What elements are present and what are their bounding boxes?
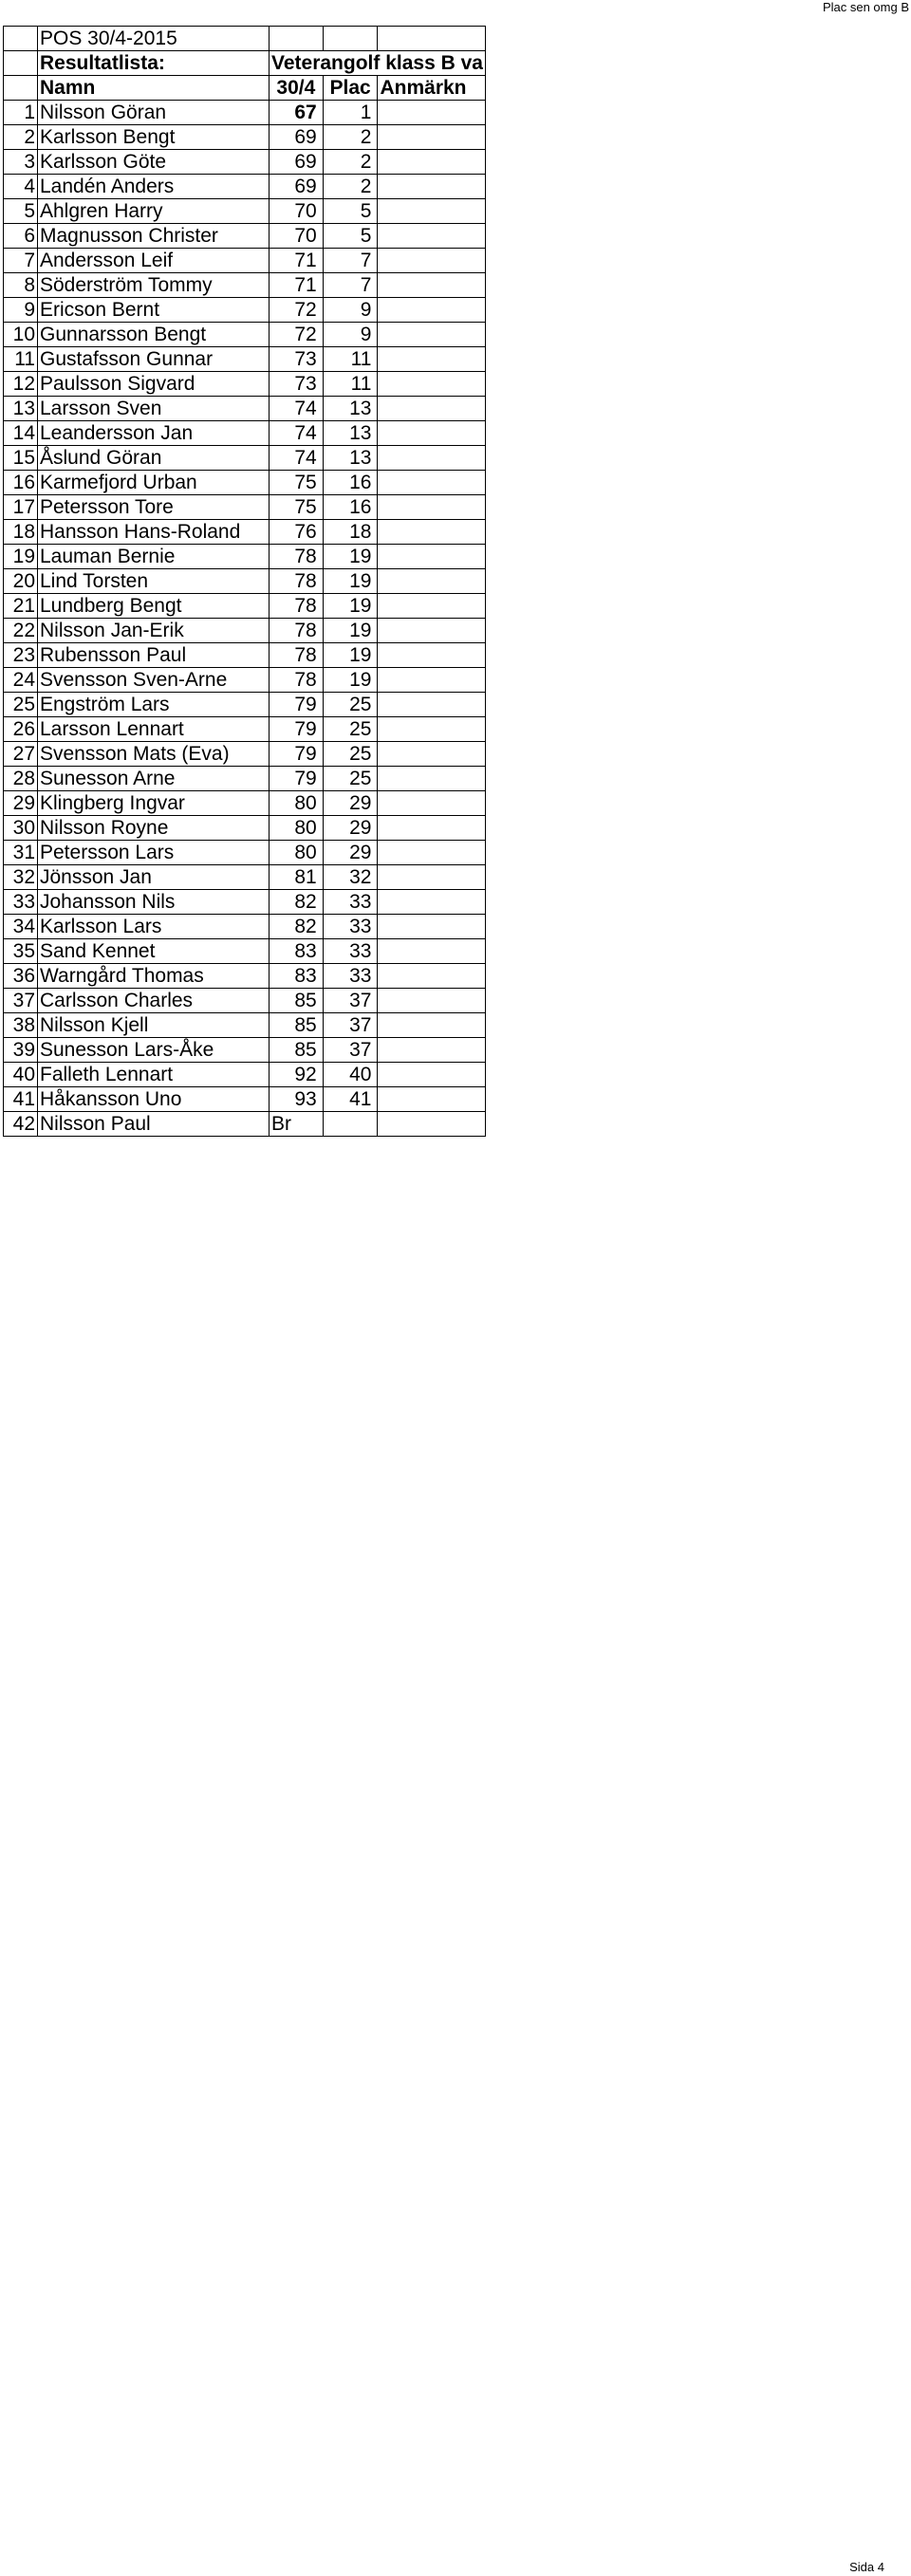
row-number: 42 bbox=[4, 1112, 38, 1137]
row-plac: 2 bbox=[323, 125, 378, 150]
row-note bbox=[378, 717, 485, 742]
row-number: 23 bbox=[4, 643, 38, 668]
row-number: 7 bbox=[4, 249, 38, 273]
player-name: Gunnarsson Bengt bbox=[38, 323, 270, 347]
player-name: Larsson Lennart bbox=[38, 717, 270, 742]
results-table bbox=[3, 26, 486, 1137]
row-plac: 33 bbox=[323, 939, 378, 964]
row-score: 85 bbox=[270, 989, 324, 1013]
title-num-cell bbox=[4, 27, 38, 51]
table-row bbox=[4, 668, 486, 693]
player-name: Nilsson Paul bbox=[38, 1112, 270, 1137]
player-name: Nilsson Kjell bbox=[38, 1013, 270, 1038]
player-name: Landén Anders bbox=[38, 175, 270, 199]
row-plac: 1 bbox=[323, 101, 378, 125]
row-score: 80 bbox=[270, 841, 324, 865]
row-number: 34 bbox=[4, 915, 38, 939]
row-note bbox=[378, 619, 485, 643]
row-note bbox=[378, 915, 485, 939]
row-number: 16 bbox=[4, 471, 38, 495]
row-number: 2 bbox=[4, 125, 38, 150]
player-name: Paulsson Sigvard bbox=[38, 372, 270, 397]
row-number: 22 bbox=[4, 619, 38, 643]
row-number: 12 bbox=[4, 372, 38, 397]
row-plac: 13 bbox=[323, 397, 378, 421]
subtitle-row bbox=[4, 51, 486, 76]
player-name: Engström Lars bbox=[38, 693, 270, 717]
row-score: 70 bbox=[270, 199, 324, 224]
row-number: 28 bbox=[4, 767, 38, 791]
row-note bbox=[378, 446, 485, 471]
row-plac: 19 bbox=[323, 668, 378, 693]
row-note bbox=[378, 1087, 485, 1112]
player-name: Hansson Hans-Roland bbox=[38, 520, 270, 545]
row-score: 93 bbox=[270, 1087, 324, 1112]
row-note bbox=[378, 520, 485, 545]
row-score: 85 bbox=[270, 1013, 324, 1038]
player-name: Karmefjord Urban bbox=[38, 471, 270, 495]
player-name: Karlsson Göte bbox=[38, 150, 270, 175]
page-header-label: Plac sen omg B bbox=[822, 0, 909, 14]
row-plac: 19 bbox=[323, 569, 378, 594]
row-note bbox=[378, 224, 485, 249]
row-note bbox=[378, 545, 485, 569]
row-score: 78 bbox=[270, 569, 324, 594]
table-row bbox=[4, 594, 486, 619]
row-note bbox=[378, 964, 485, 989]
row-note bbox=[378, 273, 485, 298]
row-note bbox=[378, 841, 485, 865]
table-row bbox=[4, 643, 486, 668]
row-plac: 9 bbox=[323, 298, 378, 323]
table-row bbox=[4, 224, 486, 249]
table-row bbox=[4, 471, 486, 495]
table-row bbox=[4, 199, 486, 224]
row-note bbox=[378, 249, 485, 273]
row-number: 13 bbox=[4, 397, 38, 421]
player-name: Andersson Leif bbox=[38, 249, 270, 273]
row-number: 25 bbox=[4, 693, 38, 717]
row-number: 15 bbox=[4, 446, 38, 471]
sheet-subtitle-left: Resultatlista: bbox=[38, 51, 270, 76]
row-plac: 29 bbox=[323, 816, 378, 841]
row-note bbox=[378, 890, 485, 915]
row-plac: 18 bbox=[323, 520, 378, 545]
row-score: 80 bbox=[270, 791, 324, 816]
row-number: 29 bbox=[4, 791, 38, 816]
row-plac: 37 bbox=[323, 1013, 378, 1038]
table-row bbox=[4, 742, 486, 767]
row-plac: 9 bbox=[323, 323, 378, 347]
table-row bbox=[4, 421, 486, 446]
row-note bbox=[378, 594, 485, 619]
row-score: 74 bbox=[270, 446, 324, 471]
row-number: 21 bbox=[4, 594, 38, 619]
row-note bbox=[378, 495, 485, 520]
table-row bbox=[4, 569, 486, 594]
table-row bbox=[4, 791, 486, 816]
row-score: 74 bbox=[270, 397, 324, 421]
row-number: 26 bbox=[4, 717, 38, 742]
row-score: 71 bbox=[270, 273, 324, 298]
row-number: 14 bbox=[4, 421, 38, 446]
player-name: Falleth Lennart bbox=[38, 1063, 270, 1087]
table-row bbox=[4, 323, 486, 347]
row-score: 83 bbox=[270, 964, 324, 989]
row-score: 82 bbox=[270, 890, 324, 915]
table-row bbox=[4, 520, 486, 545]
row-number: 36 bbox=[4, 964, 38, 989]
row-plac: 25 bbox=[323, 717, 378, 742]
row-score: 79 bbox=[270, 693, 324, 717]
row-number: 8 bbox=[4, 273, 38, 298]
player-name: Karlsson Bengt bbox=[38, 125, 270, 150]
table-row bbox=[4, 717, 486, 742]
row-number: 20 bbox=[4, 569, 38, 594]
row-score: 75 bbox=[270, 471, 324, 495]
row-plac: 25 bbox=[323, 742, 378, 767]
player-name: Nilsson Göran bbox=[38, 101, 270, 125]
player-name: Johansson Nils bbox=[38, 890, 270, 915]
player-name: Petersson Tore bbox=[38, 495, 270, 520]
player-name: Svensson Mats (Eva) bbox=[38, 742, 270, 767]
column-header-plac: Plac bbox=[323, 76, 378, 101]
row-score: 78 bbox=[270, 643, 324, 668]
player-name: Lundberg Bengt bbox=[38, 594, 270, 619]
row-plac: 19 bbox=[323, 619, 378, 643]
row-note bbox=[378, 1063, 485, 1087]
table-row bbox=[4, 125, 486, 150]
player-name: Söderström Tommy bbox=[38, 273, 270, 298]
player-name: Lind Torsten bbox=[38, 569, 270, 594]
table-row bbox=[4, 372, 486, 397]
table-row bbox=[4, 545, 486, 569]
row-number: 31 bbox=[4, 841, 38, 865]
row-number: 5 bbox=[4, 199, 38, 224]
row-number: 17 bbox=[4, 495, 38, 520]
table-row bbox=[4, 865, 486, 890]
title-plac-cell bbox=[323, 27, 378, 51]
row-number: 18 bbox=[4, 520, 38, 545]
player-name: Ericson Bernt bbox=[38, 298, 270, 323]
player-name: Åslund Göran bbox=[38, 446, 270, 471]
row-plac: 33 bbox=[323, 964, 378, 989]
row-score: 78 bbox=[270, 668, 324, 693]
row-number: 24 bbox=[4, 668, 38, 693]
row-number: 4 bbox=[4, 175, 38, 199]
table-row bbox=[4, 249, 486, 273]
table-row bbox=[4, 1013, 486, 1038]
row-plac bbox=[323, 1112, 378, 1137]
player-name: Lauman Bernie bbox=[38, 545, 270, 569]
row-plac: 16 bbox=[323, 471, 378, 495]
player-name: Sunesson Arne bbox=[38, 767, 270, 791]
table-row bbox=[4, 989, 486, 1013]
row-note bbox=[378, 175, 485, 199]
row-note bbox=[378, 125, 485, 150]
row-note bbox=[378, 298, 485, 323]
row-score: 85 bbox=[270, 1038, 324, 1063]
row-number: 37 bbox=[4, 989, 38, 1013]
row-plac: 13 bbox=[323, 446, 378, 471]
player-name: Svensson Sven-Arne bbox=[38, 668, 270, 693]
player-name: Jönsson Jan bbox=[38, 865, 270, 890]
row-score: 75 bbox=[270, 495, 324, 520]
row-note bbox=[378, 791, 485, 816]
table-row bbox=[4, 767, 486, 791]
table-row bbox=[4, 1087, 486, 1112]
player-name: Rubensson Paul bbox=[38, 643, 270, 668]
row-plac: 19 bbox=[323, 643, 378, 668]
player-name: Sunesson Lars-Åke bbox=[38, 1038, 270, 1063]
table-row bbox=[4, 816, 486, 841]
row-note bbox=[378, 742, 485, 767]
row-score: 82 bbox=[270, 915, 324, 939]
row-score: 73 bbox=[270, 372, 324, 397]
row-plac: 40 bbox=[323, 1063, 378, 1087]
row-note bbox=[378, 150, 485, 175]
row-plac: 11 bbox=[323, 347, 378, 372]
row-score: 74 bbox=[270, 421, 324, 446]
row-number: 19 bbox=[4, 545, 38, 569]
row-number: 3 bbox=[4, 150, 38, 175]
row-score: 79 bbox=[270, 767, 324, 791]
player-name: Larsson Sven bbox=[38, 397, 270, 421]
table-row bbox=[4, 273, 486, 298]
row-number: 10 bbox=[4, 323, 38, 347]
row-plac: 41 bbox=[323, 1087, 378, 1112]
row-note bbox=[378, 569, 485, 594]
column-header-name: Namn bbox=[38, 76, 270, 101]
player-name: Leandersson Jan bbox=[38, 421, 270, 446]
title-score-cell bbox=[270, 27, 324, 51]
subtitle-num-cell bbox=[4, 51, 38, 76]
row-note bbox=[378, 1013, 485, 1038]
row-note bbox=[378, 643, 485, 668]
row-note bbox=[378, 199, 485, 224]
row-plac: 37 bbox=[323, 989, 378, 1013]
player-name: Carlsson Charles bbox=[38, 989, 270, 1013]
table-row bbox=[4, 964, 486, 989]
table-row bbox=[4, 1063, 486, 1087]
row-plac: 37 bbox=[323, 1038, 378, 1063]
player-name: Sand Kennet bbox=[38, 939, 270, 964]
table-row bbox=[4, 175, 486, 199]
player-name: Magnusson Christer bbox=[38, 224, 270, 249]
table-row bbox=[4, 150, 486, 175]
table-row bbox=[4, 890, 486, 915]
row-note bbox=[378, 989, 485, 1013]
column-header-score: 30/4 bbox=[270, 76, 324, 101]
table-row bbox=[4, 298, 486, 323]
sheet-title: POS 30/4-2015 bbox=[38, 27, 270, 51]
row-score: 81 bbox=[270, 865, 324, 890]
row-number: 41 bbox=[4, 1087, 38, 1112]
row-score: 76 bbox=[270, 520, 324, 545]
title-row bbox=[4, 27, 486, 51]
row-plac: 33 bbox=[323, 915, 378, 939]
page-footer-label: Sida 4 bbox=[849, 2560, 884, 2574]
row-plac: 29 bbox=[323, 791, 378, 816]
row-score: Br bbox=[270, 1112, 324, 1137]
row-score: 72 bbox=[270, 323, 324, 347]
row-score: 83 bbox=[270, 939, 324, 964]
column-header-row bbox=[4, 76, 486, 101]
player-name: Nilsson Royne bbox=[38, 816, 270, 841]
player-name: Håkansson Uno bbox=[38, 1087, 270, 1112]
row-score: 69 bbox=[270, 175, 324, 199]
header-num-cell bbox=[4, 76, 38, 101]
player-name: Klingberg Ingvar bbox=[38, 791, 270, 816]
table-row bbox=[4, 495, 486, 520]
table-row bbox=[4, 397, 486, 421]
table-row bbox=[4, 619, 486, 643]
player-name: Gustafsson Gunnar bbox=[38, 347, 270, 372]
row-plac: 16 bbox=[323, 495, 378, 520]
player-name: Nilsson Jan-Erik bbox=[38, 619, 270, 643]
row-score: 69 bbox=[270, 125, 324, 150]
row-number: 35 bbox=[4, 939, 38, 964]
row-note bbox=[378, 668, 485, 693]
row-number: 6 bbox=[4, 224, 38, 249]
row-note bbox=[378, 471, 485, 495]
table-row bbox=[4, 939, 486, 964]
row-score: 67 bbox=[270, 101, 324, 125]
row-plac: 32 bbox=[323, 865, 378, 890]
row-plac: 7 bbox=[323, 249, 378, 273]
row-note bbox=[378, 865, 485, 890]
table-row bbox=[4, 347, 486, 372]
row-note bbox=[378, 816, 485, 841]
row-number: 32 bbox=[4, 865, 38, 890]
row-plac: 29 bbox=[323, 841, 378, 865]
title-note-cell bbox=[378, 27, 485, 51]
row-score: 78 bbox=[270, 619, 324, 643]
row-note bbox=[378, 421, 485, 446]
row-plac: 19 bbox=[323, 545, 378, 569]
row-plac: 19 bbox=[323, 594, 378, 619]
player-name: Ahlgren Harry bbox=[38, 199, 270, 224]
player-name: Warngård Thomas bbox=[38, 964, 270, 989]
row-score: 92 bbox=[270, 1063, 324, 1087]
player-name: Karlsson Lars bbox=[38, 915, 270, 939]
row-plac: 33 bbox=[323, 890, 378, 915]
table-row bbox=[4, 841, 486, 865]
table-row bbox=[4, 693, 486, 717]
row-number: 40 bbox=[4, 1063, 38, 1087]
row-score: 79 bbox=[270, 742, 324, 767]
table-row bbox=[4, 101, 486, 125]
row-note bbox=[378, 693, 485, 717]
row-score: 78 bbox=[270, 594, 324, 619]
row-score: 71 bbox=[270, 249, 324, 273]
row-plac: 13 bbox=[323, 421, 378, 446]
row-score: 80 bbox=[270, 816, 324, 841]
row-score: 69 bbox=[270, 150, 324, 175]
row-number: 9 bbox=[4, 298, 38, 323]
row-note bbox=[378, 1038, 485, 1063]
row-plac: 5 bbox=[323, 199, 378, 224]
row-number: 1 bbox=[4, 101, 38, 125]
row-plac: 5 bbox=[323, 224, 378, 249]
row-note bbox=[378, 939, 485, 964]
row-note bbox=[378, 347, 485, 372]
row-note bbox=[378, 372, 485, 397]
row-number: 38 bbox=[4, 1013, 38, 1038]
table-row bbox=[4, 915, 486, 939]
row-plac: 7 bbox=[323, 273, 378, 298]
row-number: 33 bbox=[4, 890, 38, 915]
sheet-subtitle-right: Veterangolf klass B va bbox=[270, 51, 486, 76]
row-note bbox=[378, 1112, 485, 1137]
row-number: 27 bbox=[4, 742, 38, 767]
table-row bbox=[4, 1112, 486, 1137]
row-note bbox=[378, 767, 485, 791]
row-plac: 2 bbox=[323, 150, 378, 175]
row-plac: 11 bbox=[323, 372, 378, 397]
row-score: 73 bbox=[270, 347, 324, 372]
row-score: 70 bbox=[270, 224, 324, 249]
row-plac: 25 bbox=[323, 767, 378, 791]
row-number: 11 bbox=[4, 347, 38, 372]
row-score: 78 bbox=[270, 545, 324, 569]
table-row bbox=[4, 446, 486, 471]
table-row bbox=[4, 1038, 486, 1063]
row-note bbox=[378, 397, 485, 421]
player-name: Petersson Lars bbox=[38, 841, 270, 865]
row-score: 79 bbox=[270, 717, 324, 742]
row-note bbox=[378, 101, 485, 125]
row-plac: 25 bbox=[323, 693, 378, 717]
column-header-note: Anmärkn bbox=[378, 76, 485, 101]
row-plac: 2 bbox=[323, 175, 378, 199]
row-number: 39 bbox=[4, 1038, 38, 1063]
row-note bbox=[378, 323, 485, 347]
row-score: 72 bbox=[270, 298, 324, 323]
row-number: 30 bbox=[4, 816, 38, 841]
